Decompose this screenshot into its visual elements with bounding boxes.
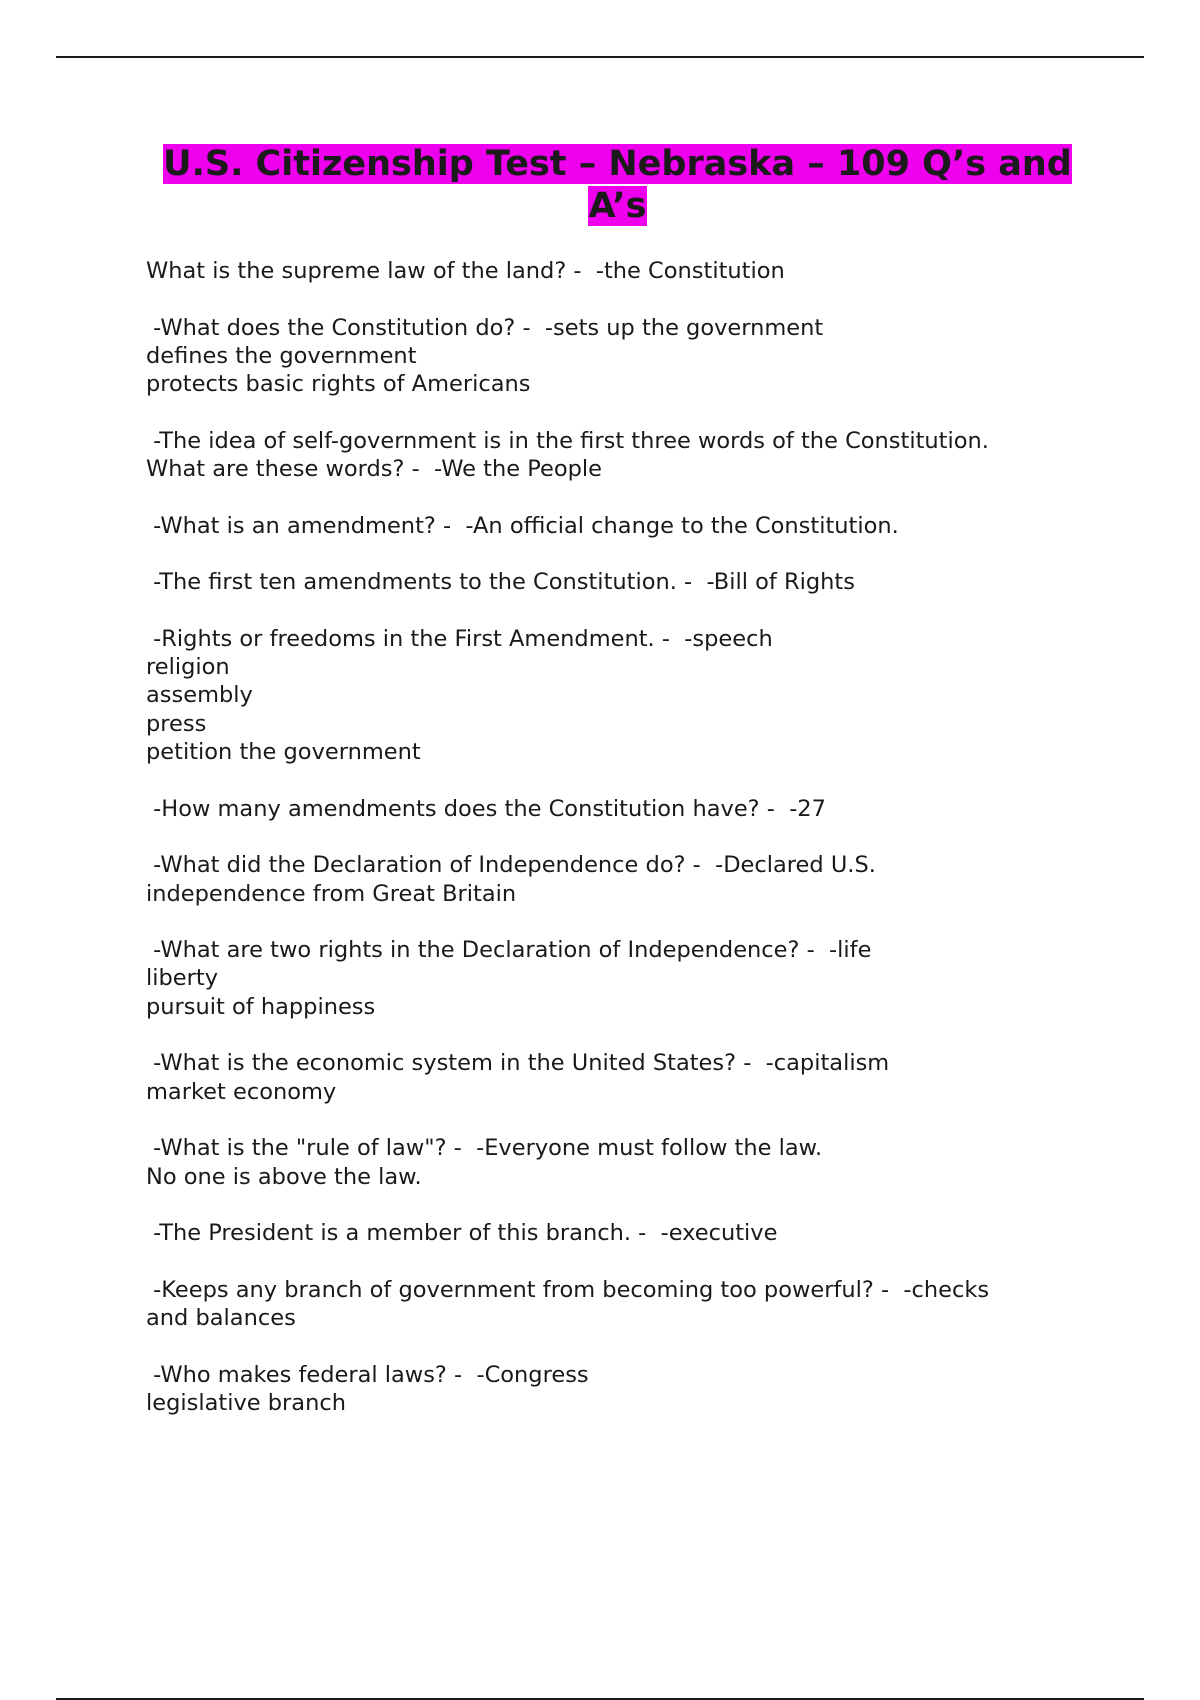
qa-question-line: -What are two rights in the Declaration of Independence? - -life xyxy=(146,937,872,964)
qa-answer-line: legislative branch xyxy=(146,1389,346,1416)
qa-entry xyxy=(146,1361,1076,1418)
qa-entry xyxy=(146,1219,1076,1247)
qa-answer-line: press xyxy=(146,710,207,737)
qa-question-line: -What is the "rule of law"? - -Everyone must follow the law. xyxy=(146,1135,823,1162)
qa-question-line: -What is the economic system in the United States? - -capitalism xyxy=(146,1050,890,1077)
qa-entry xyxy=(146,257,1076,285)
qa-entry xyxy=(146,314,1076,399)
qa-answer-line: and balances xyxy=(146,1304,296,1331)
qa-question-line: -How many amendments does the Constitution have? - -27 xyxy=(146,795,826,822)
title-block xyxy=(146,143,1089,227)
qa-answer-line: pursuit of happiness xyxy=(146,993,376,1020)
qa-question-line: -What does the Constitution do? - -sets up the government xyxy=(146,314,824,341)
qa-question-line: -Who makes federal laws? - -Congress xyxy=(146,1361,589,1388)
qa-entry xyxy=(146,568,1076,596)
qa-question-line: -The first ten amendments to the Constitution. - -Bill of Rights xyxy=(146,569,855,596)
qa-answer-line: defines the government xyxy=(146,342,417,369)
qa-entry xyxy=(146,1049,1076,1106)
qa-entry xyxy=(146,795,1076,823)
qa-answer-line: protects basic rights of Americans xyxy=(146,371,531,398)
qa-question-line: What is the supreme law of the land? - -the Constitution xyxy=(146,258,785,284)
qa-entry xyxy=(146,1276,1076,1333)
top-rule xyxy=(56,56,1144,58)
qa-question-line: -What did the Declaration of Independence do? - -Declared U.S. xyxy=(146,852,876,879)
qa-answer-line: religion xyxy=(146,654,230,681)
document-title: U.S. Citizenship Test – Nebraska – 109 Q’s and A’s xyxy=(163,144,1072,226)
qa-entry xyxy=(146,427,1076,484)
qa-entry xyxy=(146,936,1076,1021)
qa-question-line: -Rights or freedoms in the First Amendment. - -speech xyxy=(146,625,773,652)
qa-answer-line: What are these words? - -We the People xyxy=(146,456,602,483)
qa-entry xyxy=(146,851,1076,908)
qa-entry xyxy=(146,625,1076,766)
qa-answer-line: petition the government xyxy=(146,739,421,766)
qa-question-line: -What is an amendment? - -An official change to the Constitution. xyxy=(146,512,899,539)
qa-answer-line: assembly xyxy=(146,682,253,709)
qa-question-line: -The idea of self-government is in the first three words of the Constitution. xyxy=(146,427,989,454)
qa-answer-line: liberty xyxy=(146,965,219,992)
qa-list xyxy=(146,257,1076,1445)
qa-answer-line: independence from Great Britain xyxy=(146,880,517,907)
qa-answer-line: No one is above the law. xyxy=(146,1163,422,1190)
qa-entry xyxy=(146,1134,1076,1191)
qa-answer-line: market economy xyxy=(146,1078,337,1105)
qa-question-line: -Keeps any branch of government from becoming too powerful? - -checks xyxy=(146,1276,990,1303)
qa-question-line: -The President is a member of this branch. - -executive xyxy=(146,1220,778,1247)
qa-entry xyxy=(146,512,1076,540)
